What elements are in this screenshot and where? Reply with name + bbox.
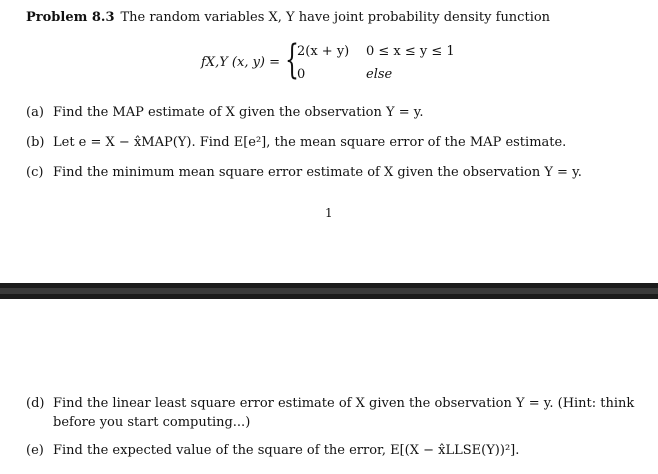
case2-value: 0 <box>297 67 306 82</box>
case2-condition: else <box>366 67 393 82</box>
item-d-continuation: before you start computing...) <box>53 415 251 430</box>
page-break-divider-inner <box>0 288 658 294</box>
item-c-text: Find the minimum mean square error estimate of X given the observation Y = y. <box>53 165 582 180</box>
item-c <box>26 165 582 180</box>
item-a-text: Find the MAP estimate of X given the observation Y = y. <box>53 105 424 120</box>
item-e-label: (e) <box>26 443 44 458</box>
item-d-label: (d) <box>26 396 45 411</box>
item-e <box>26 443 519 458</box>
item-a <box>26 105 424 120</box>
page-number: 1 <box>325 206 333 220</box>
item-b-label: (b) <box>26 135 45 150</box>
problem-label: Problem 8.3 <box>26 10 115 25</box>
equation-lhs: fX,Y (x, y) = <box>201 55 281 70</box>
problem-statement: The random variables X, Y have joint probability density function <box>120 10 551 25</box>
item-d-text: Find the linear least square error estimate of X given the observation Y = y. (Hint: think <box>53 396 635 411</box>
item-e-text: Find the expected value of the square of the error, E[(X − x̂LLSE(Y))²]. <box>53 443 520 458</box>
case1-condition: 0 ≤ x ≤ y ≤ 1 <box>366 44 455 59</box>
case1-value: 2(x + y) <box>297 44 350 59</box>
left-brace-icon: { <box>285 37 299 83</box>
item-a-label: (a) <box>26 105 44 120</box>
item-b <box>26 135 566 150</box>
problem-header <box>26 10 550 25</box>
item-d <box>26 396 634 411</box>
item-c-label: (c) <box>26 165 44 180</box>
item-b-text: Let e = X − x̂MAP(Y). Find E[e²], the mean square error of the MAP estimate. <box>53 135 567 150</box>
